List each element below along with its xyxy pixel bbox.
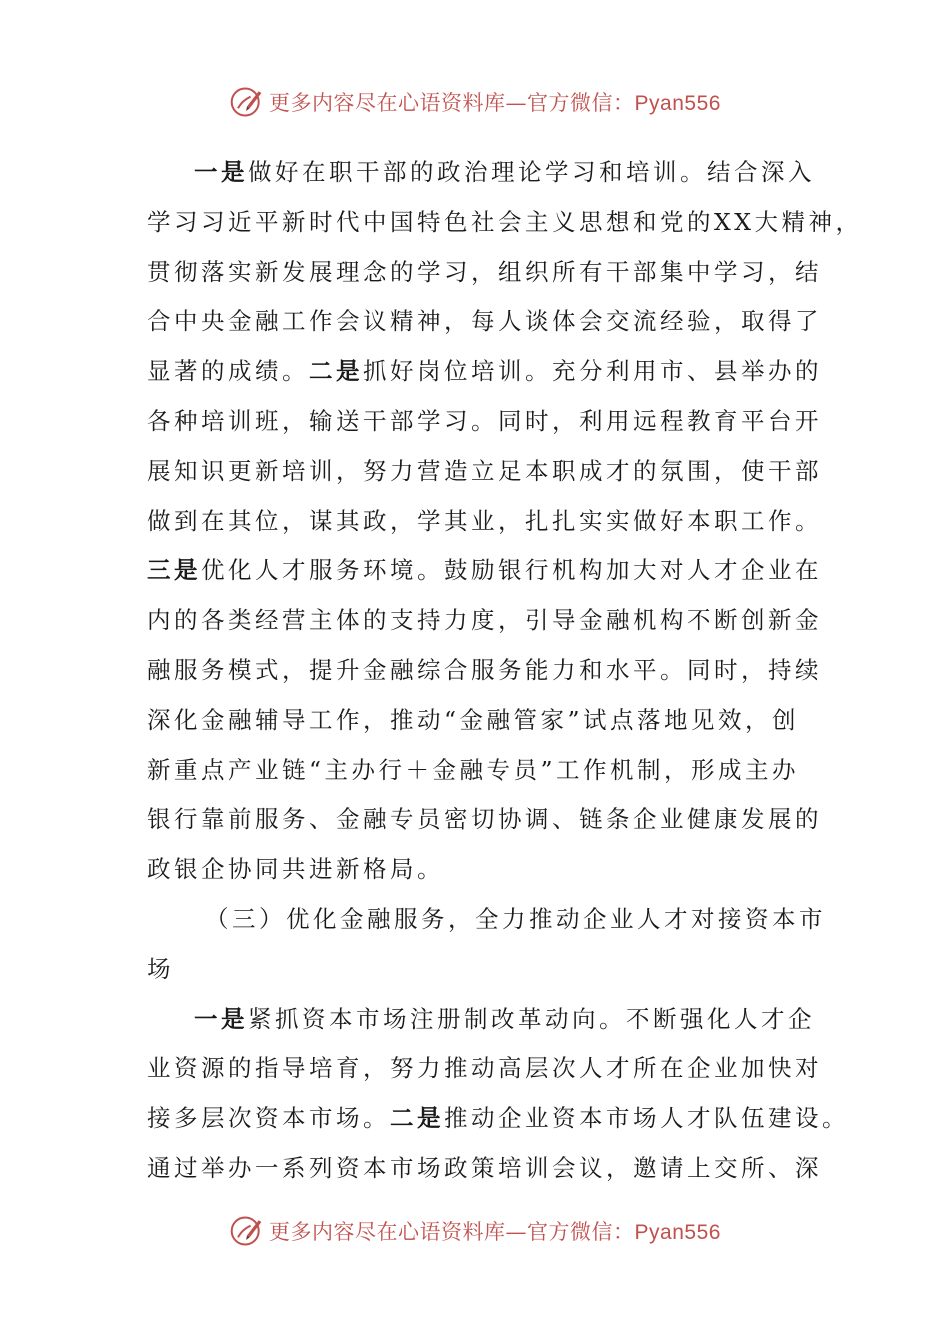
text-line xyxy=(147,1144,822,1194)
text-line xyxy=(147,945,797,995)
watermark-separator: — xyxy=(505,91,528,115)
line-text: 显著的成绩。 xyxy=(147,357,309,386)
text-line xyxy=(147,198,863,248)
text-line xyxy=(147,1094,849,1144)
text-line xyxy=(147,546,822,596)
line-text: 抓好岗位培训。充分利用市、县举办的 xyxy=(363,357,822,386)
line-text: 展知识更新培训，努力营造立足本职成才的氛围，使干部 xyxy=(147,456,822,485)
text-line xyxy=(147,845,797,895)
line-text: 政银企协同共进新格局。 xyxy=(147,855,444,884)
watermark-site-text: 更多内容尽在心语资料库 xyxy=(269,1220,506,1244)
line-text: 深化金融辅导工作，推动“金融管家”试点落地见效，创 xyxy=(147,705,800,734)
watermark-contact-text: 官方微信：Pyan556 xyxy=(527,92,721,115)
bold-lead: 三是 xyxy=(147,556,201,585)
header-watermark xyxy=(0,82,950,122)
text-line xyxy=(147,746,800,796)
text-line xyxy=(147,248,822,298)
line-text: 银行靠前服务、金融专员密切协调、链条企业健康发展的 xyxy=(147,805,822,834)
watermark-contact-text: 官方微信：Pyan556 xyxy=(527,1221,721,1244)
line-text: 优化人才服务环境。鼓励银行机构加大对人才企业在 xyxy=(201,556,822,585)
line-text: 内的各类经营主体的支持力度，引导金融机构不断创新金 xyxy=(147,606,822,635)
text-line xyxy=(147,497,822,547)
line-text: 业资源的指导培育，努力推动高层次人才所在企业加快对 xyxy=(147,1054,822,1083)
text-line xyxy=(147,696,800,746)
line-text: 场 xyxy=(147,954,174,983)
text-line xyxy=(147,795,822,845)
line-text: 通过举办一系列资本市场政策培训会议，邀请上交所、深 xyxy=(147,1153,822,1182)
line-text: 融服务模式，提升金融综合服务能力和水平。同时，持续 xyxy=(147,655,822,684)
text-line xyxy=(147,895,826,945)
text-line xyxy=(147,297,822,347)
line-text: 做好在职干部的政治理论学习和培训。结合深入 xyxy=(248,158,815,186)
line-text: 接多层次资本市场。 xyxy=(147,1104,390,1133)
text-line xyxy=(147,447,822,497)
text-line xyxy=(147,596,822,646)
line-text: 做到在其位，谋其政，学其业，扎扎实实做好本职工作。 xyxy=(147,506,822,535)
bold-lead: 一是 xyxy=(194,1004,248,1033)
text-line xyxy=(147,995,815,1045)
watermark-separator: — xyxy=(505,1220,528,1244)
pen-logo-icon xyxy=(229,1213,265,1249)
line-text: 学习习近平新时代中国特色社会主义思想和党的XX大精神， xyxy=(147,207,863,236)
document-body xyxy=(147,148,863,1194)
text-line xyxy=(147,347,822,397)
bold-lead: 一是 xyxy=(194,158,248,186)
line-text: 新重点产业链“主办行＋金融专员”工作机制，形成主办 xyxy=(147,755,800,784)
bold-lead: 二是 xyxy=(309,357,363,386)
text-line xyxy=(147,397,822,447)
text-line xyxy=(147,148,815,198)
line-text: 各种培训班，输送干部学习。同时，利用远程教育平台开 xyxy=(147,406,822,435)
watermark-site-text: 更多内容尽在心语资料库 xyxy=(269,91,506,115)
text-line xyxy=(147,1044,822,1094)
line-text: 紧抓资本市场注册制改革动向。不断强化人才企 xyxy=(248,1004,815,1033)
line-text: 贯彻落实新发展理念的学习，组织所有干部集中学习，结 xyxy=(147,257,822,286)
bold-lead: 二是 xyxy=(390,1104,444,1133)
footer-watermark xyxy=(0,1211,950,1251)
line-text: 合中央金融工作会议精神，每人谈体会交流经验，取得了 xyxy=(147,307,822,336)
text-line xyxy=(147,646,822,696)
pen-logo-icon xyxy=(229,84,265,120)
line-text: 推动企业资本市场人才队伍建设。 xyxy=(444,1104,849,1133)
line-text: （三）优化金融服务，全力推动企业人才对接资本市 xyxy=(205,904,826,933)
